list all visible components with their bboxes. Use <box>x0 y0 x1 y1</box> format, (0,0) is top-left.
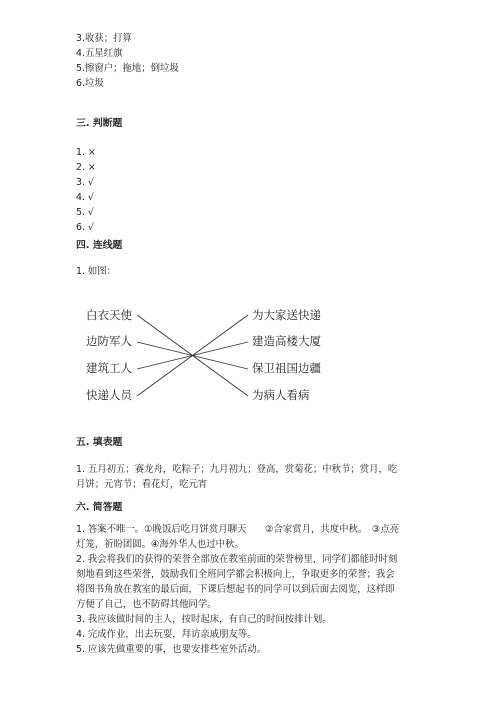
match-left-item: 边防军人 <box>86 334 132 348</box>
short-answer-line: 5. 应该先做重要的事，也要安排些室外活动。 <box>76 644 267 655</box>
answer-line: 4.五星红旗 <box>76 48 123 59</box>
section-heading-judgment: 三. 判断题 <box>76 118 123 129</box>
match-right-item: 建造高楼大厦 <box>252 334 321 348</box>
match-left-item: 建筑工人 <box>86 361 132 375</box>
section-heading-short-answer: 六. 简答题 <box>76 502 123 513</box>
judgment-item: 5. √ <box>76 207 94 218</box>
short-answer-line: 3. 我应该做时间的主人，按时起床，有自己的时间按排计划。 <box>76 614 332 625</box>
judgment-item: 1. × <box>76 147 96 158</box>
short-answer-line: 将图书角放在教室的最后面，下课后想起书的同学可以到后面去阅览，这样即 <box>76 584 395 595</box>
match-left-item: 白衣天使 <box>86 308 132 322</box>
answer-line: 6.垃圾 <box>76 78 104 89</box>
answer-line: 3.收获；打算 <box>76 33 132 44</box>
judgment-item: 2. × <box>76 162 96 173</box>
short-answer-line: 灯笼，祈盼团圆。④海外华人也过中秋。 <box>76 539 244 550</box>
short-answer-line: 刻地看到这些荣誉，鼓励我们全班同学都会积极向上，争取更多的荣誉；我会 <box>76 569 395 580</box>
fill-table-line: 1. 五月初五；赛龙舟，吃粽子；九月初九；登高，赏菊花；中秋节；赏月，吃 <box>76 464 398 475</box>
judgment-item: 6. √ <box>76 222 94 233</box>
match-right-item: 为病人看病 <box>252 388 310 402</box>
section-heading-fill-table: 五. 填表题 <box>76 437 123 448</box>
judgment-item: 4. √ <box>76 192 94 203</box>
match-left-item: 快递人员 <box>86 388 132 402</box>
short-answer-line: 2. 我会将我们的获得的荣誉全部放在教室前面的荣誉榜里，同学们都能时时刻 <box>76 554 398 565</box>
answer-line: 5.擦窗户；拖地；倒垃圾 <box>76 63 179 74</box>
section-heading-matching: 四. 连线题 <box>76 240 123 251</box>
matching-prompt: 1. 如图： <box>76 266 117 277</box>
short-answer-line: 4. 完成作业，出去玩耍，拜访亲戚朋友等。 <box>76 629 257 640</box>
judgment-item: 3. √ <box>76 177 94 188</box>
match-right-item: 保卫祖国边疆 <box>252 361 321 375</box>
short-answer-line: 1. 答案不唯一。①晚饭后吃月饼赏月聊天 ②合家赏月，共度中秋。 ③点亮 <box>76 524 400 535</box>
short-answer-line: 方便了自己，也不防碍其他同学。 <box>76 599 217 610</box>
fill-table-line: 月饼；元宵节；看花灯，吃元宵 <box>76 479 208 490</box>
match-right-item: 为大家送快递 <box>252 308 321 322</box>
